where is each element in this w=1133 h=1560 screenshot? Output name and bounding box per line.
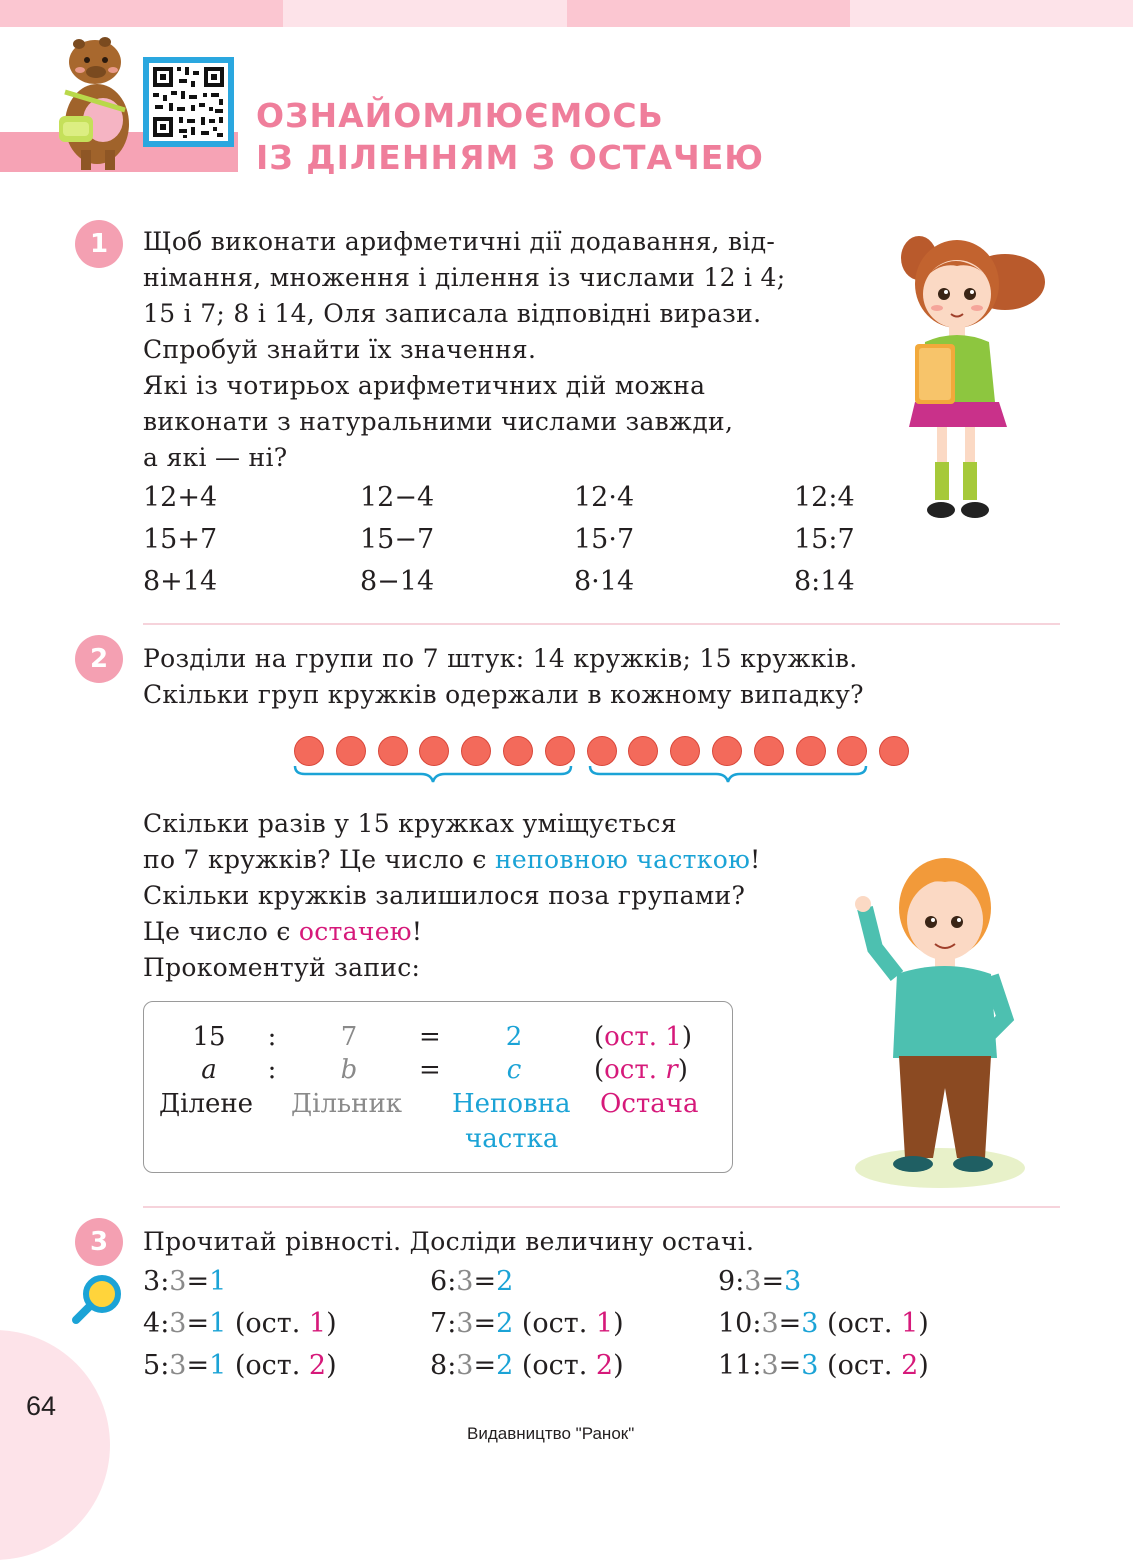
group-brace-1 (293, 764, 573, 784)
separator-1 (143, 623, 1060, 625)
equality: 4:3=1 (ост. 1) (143, 1308, 337, 1339)
capybara-mascot-icon (55, 32, 140, 172)
formula-colon-2: : (267, 1055, 277, 1085)
term-remainder: остачею (298, 917, 412, 946)
group-brace-2 (588, 764, 868, 784)
circle (419, 736, 449, 766)
expression: 8+14 (143, 566, 218, 597)
circle (587, 736, 617, 766)
magnifier-icon (68, 1272, 124, 1328)
page-number: 64 (26, 1391, 57, 1421)
circle (503, 736, 533, 766)
equality: 6:3=2 (430, 1266, 514, 1297)
circle (461, 736, 491, 766)
label-quotient-line2: частка (465, 1124, 559, 1154)
equality: 9:3=3 (718, 1266, 802, 1297)
formula-var-a: a (201, 1055, 217, 1085)
term-incomplete-quotient: неповною часткою (494, 845, 751, 874)
circle (545, 736, 575, 766)
equality: 11:3=3 (ост. 2) (718, 1350, 929, 1381)
separator-2 (143, 1206, 1060, 1208)
circle (796, 736, 826, 766)
expression: 8−14 (360, 566, 435, 597)
label-divisor: Дільник (291, 1089, 403, 1119)
top-band-3 (567, 0, 850, 27)
task2-line-1: Розділи на групи по 7 штук: 14 кружків; 15 кружків. (143, 644, 858, 673)
task1-line-2: німання, множення і ділення із числами 12 і 4; (143, 263, 786, 292)
formula-equals-2: = (419, 1055, 441, 1085)
circle (670, 736, 700, 766)
formula-var-c: c (506, 1055, 522, 1085)
formula-colon: : (267, 1022, 277, 1052)
task1-line-5: Які із чотирьох арифметичних дій можна (143, 371, 706, 400)
equality: 7:3=2 (ост. 1) (430, 1308, 624, 1339)
expression: 12−4 (360, 482, 435, 513)
label-dividend: Ділене (159, 1089, 254, 1119)
circle (294, 736, 324, 766)
formula-equals: = (419, 1022, 441, 1052)
task2-question-3: Скільки кружків залишилося поза групами? (143, 881, 746, 910)
label-remainder: Остача (600, 1089, 699, 1119)
page-corner-decoration (0, 1330, 110, 1560)
label-quotient-line1: Неповна (452, 1089, 571, 1119)
formula-remainder: (ост. 1) (594, 1022, 692, 1052)
boy-illustration (845, 848, 1035, 1193)
task2-question-1: Скільки разів у 15 кружках уміщується (143, 809, 677, 838)
formula-divisor: 7 (340, 1022, 358, 1052)
formula-quotient: 2 (505, 1022, 523, 1052)
circle (336, 736, 366, 766)
task2-number-badge: 2 (75, 635, 123, 683)
expression: 15+7 (143, 524, 218, 555)
top-band-2 (283, 0, 567, 27)
circle (837, 736, 867, 766)
task1-line-7: а які — ні? (143, 443, 288, 472)
expression: 15−7 (360, 524, 435, 555)
top-band-1 (0, 0, 283, 27)
task1-number-badge: 1 (75, 220, 123, 268)
formula-var-b: b (340, 1055, 358, 1085)
expression: 15:7 (794, 524, 855, 555)
equality: 10:3=3 (ост. 1) (718, 1308, 929, 1339)
task1-line-1: Щоб виконати арифметичні дії додавання, від- (143, 227, 776, 256)
formula-remainder-var: (ост. r) (594, 1055, 688, 1085)
task2-line-2: Скільки груп кружків одержали в кожному випадку? (143, 680, 864, 709)
division-formula-box (143, 1001, 733, 1173)
expression: 8:14 (794, 566, 855, 597)
circle (628, 736, 658, 766)
expression: 8·14 (574, 566, 635, 597)
task1-line-4: Спробуй знайти їх значення. (143, 335, 537, 364)
qr-code-icon (143, 57, 234, 147)
task2-question-5: Прокоментуй запис: (143, 953, 421, 982)
circle (712, 736, 742, 766)
page-title-line1: ОЗНАЙОМЛЮЄМОСЬ (256, 96, 664, 135)
task1-line-6: виконати з натуральними числами завжди, (143, 407, 734, 436)
page-title-line2: ІЗ ДІЛЕННЯМ З ОСТАЧЕЮ (256, 138, 765, 177)
equality: 5:3=1 (ост. 2) (143, 1350, 337, 1381)
girl-illustration (895, 222, 1055, 527)
publisher-label: Видавництво "Ранок" (467, 1424, 635, 1443)
task3-number-badge: 3 (75, 1218, 123, 1266)
formula-dividend: 15 (192, 1022, 226, 1052)
expression: 15·7 (574, 524, 635, 555)
task2-question-2: по 7 кружків? Це число є неповною часткою! (143, 845, 761, 874)
task2-question-4: Це число є остачею! (143, 917, 423, 946)
circle (879, 736, 909, 766)
task3-text: Прочитай рівності. Досліди величину остачі. (143, 1227, 755, 1256)
equality: 8:3=2 (ост. 2) (430, 1350, 624, 1381)
equality: 3:3=1 (143, 1266, 227, 1297)
circle (754, 736, 784, 766)
expression: 12:4 (794, 482, 855, 513)
expression: 12+4 (143, 482, 218, 513)
expression: 12·4 (574, 482, 635, 513)
circle (378, 736, 408, 766)
top-band-4 (850, 0, 1133, 27)
task1-line-3: 15 і 7; 8 і 14, Оля записала відповідні вирази. (143, 299, 762, 328)
